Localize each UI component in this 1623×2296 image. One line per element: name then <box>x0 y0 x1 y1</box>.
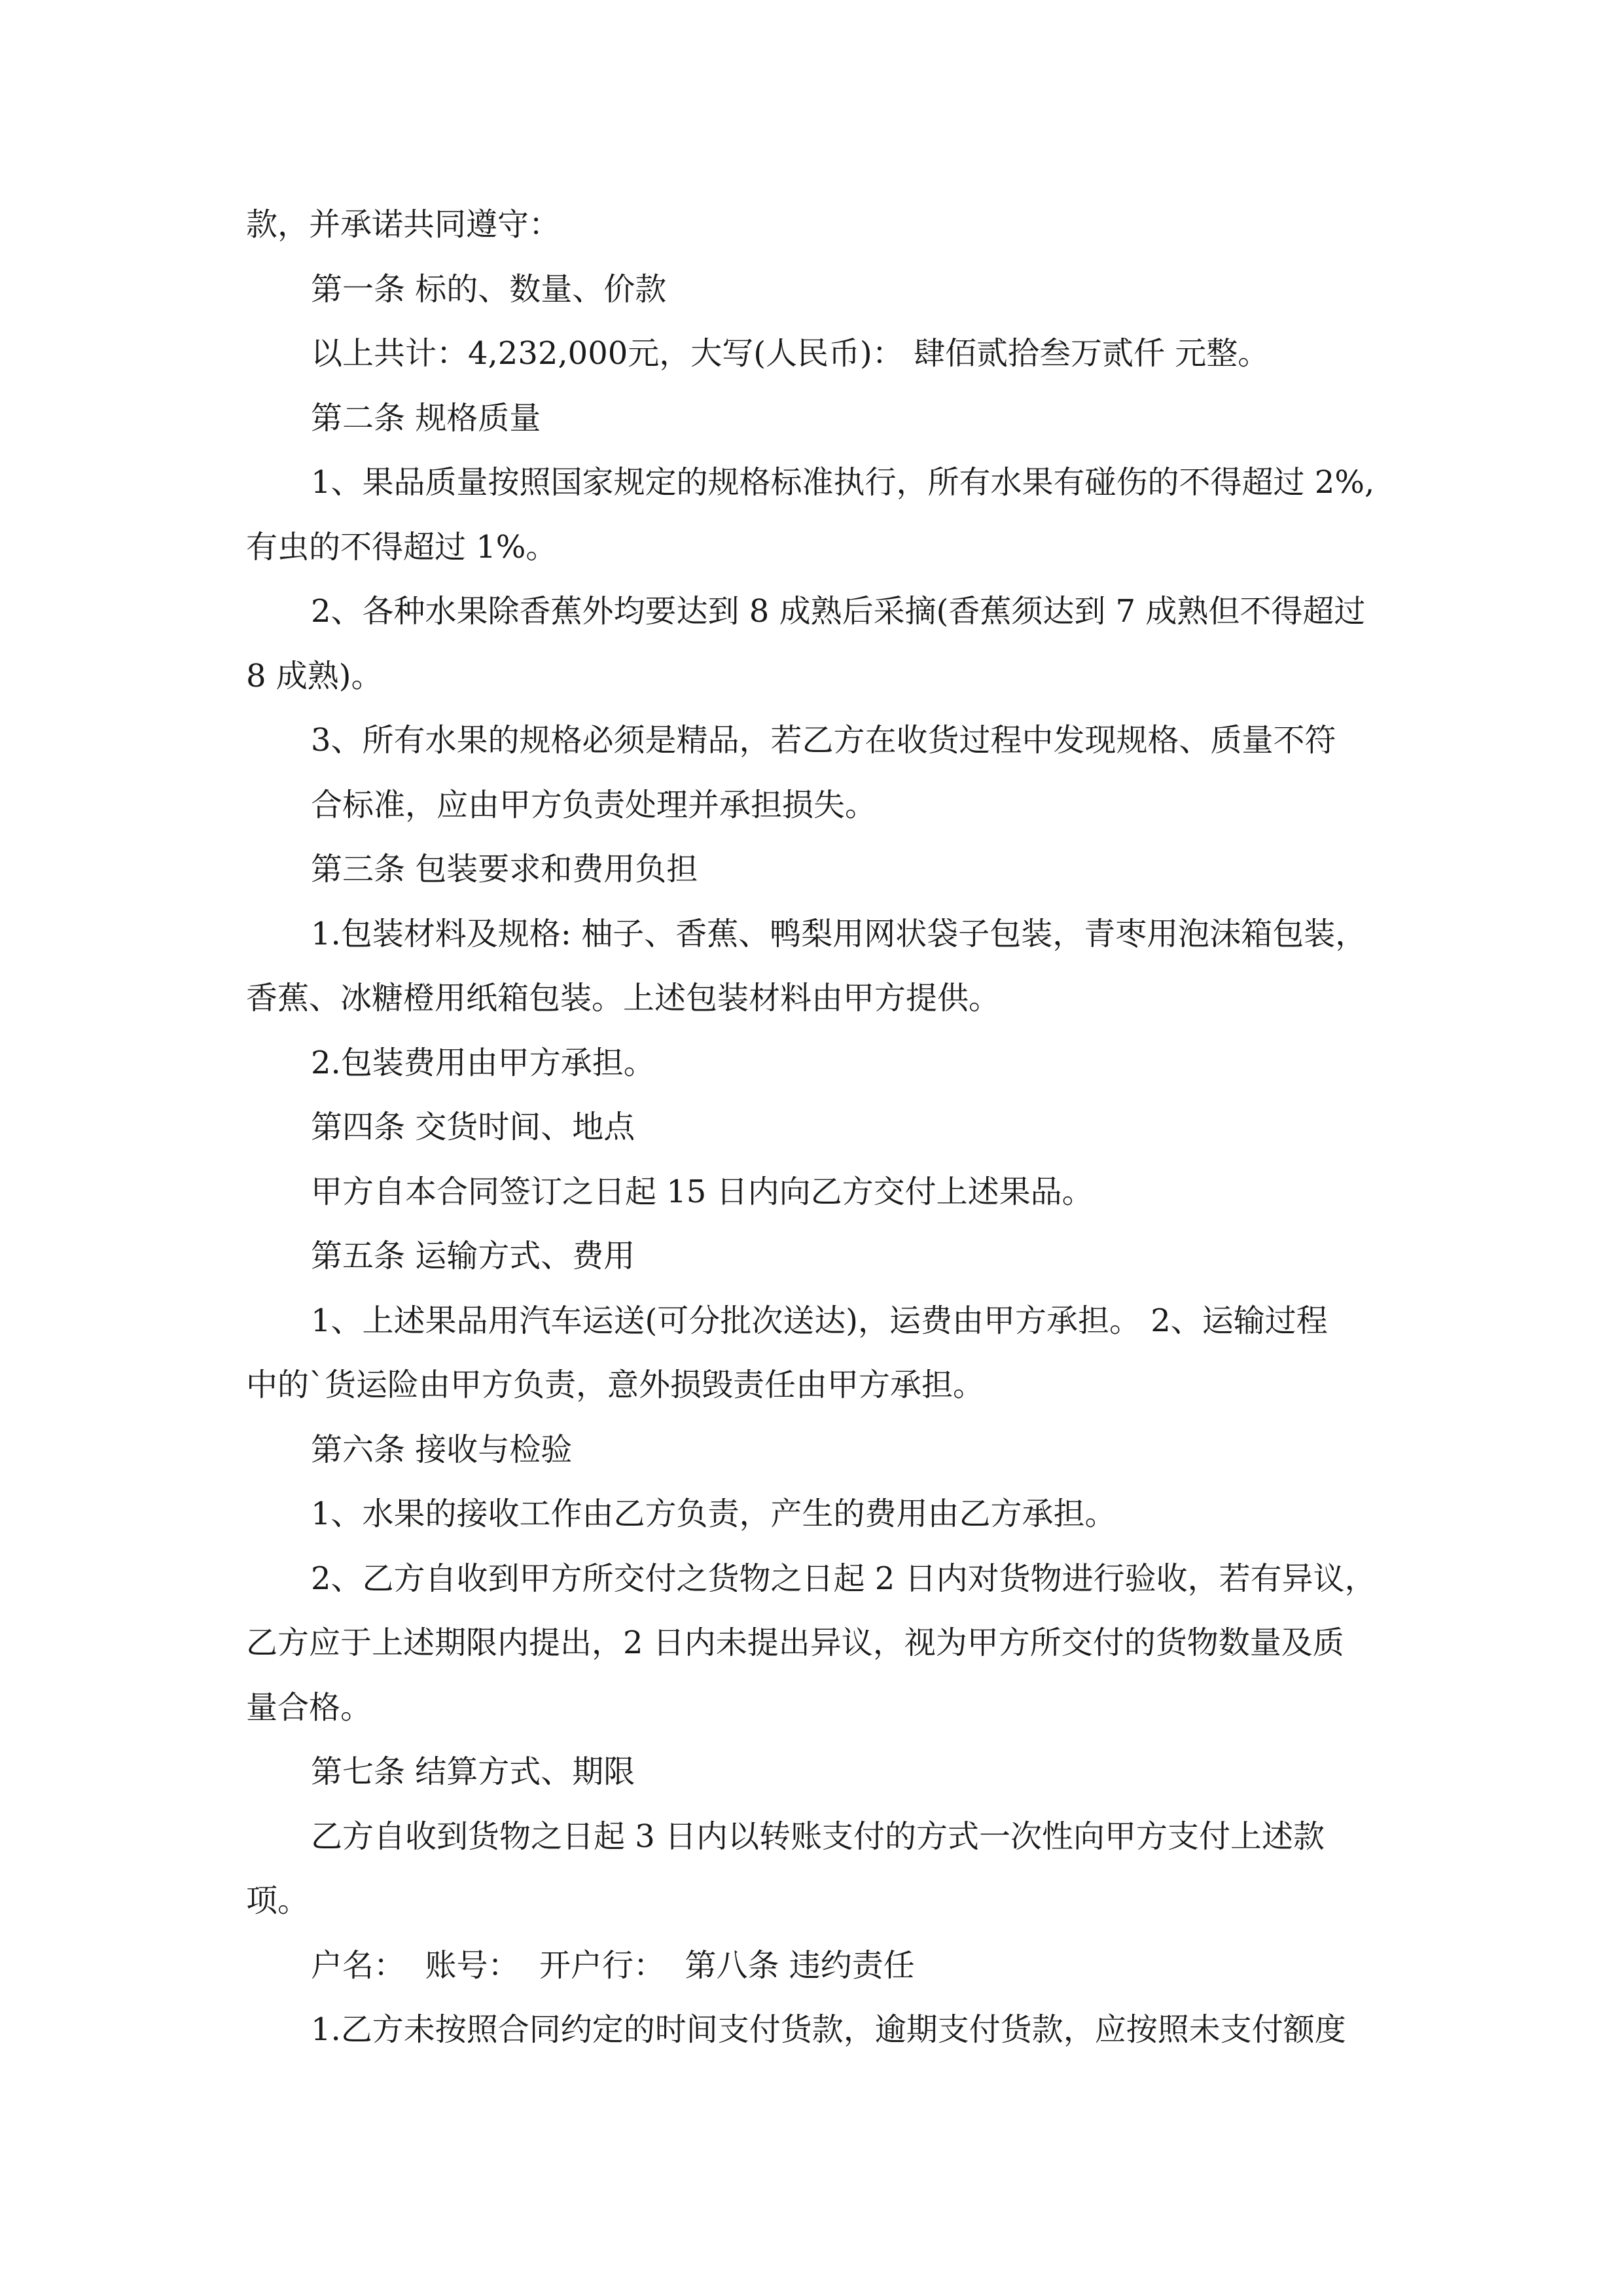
text-line: 乙方应于上述期限内提出，2 日内未提出异议，视为甲方所交付的货物数量及质 <box>246 1624 1344 1661</box>
text-line: 1.包装材料及规格: 柚子、香蕉、鸭梨用网状袋子包装，青枣用泡沫箱包装， <box>311 916 1367 952</box>
article-heading: 第一条 标的、数量、价款 <box>311 271 667 308</box>
text-line: 户名： 账号： 开户行： 第八条 违约责任 <box>311 1947 915 1984</box>
text-line: 8 成熟)。 <box>246 658 383 694</box>
text-line: 项。 <box>246 1882 310 1919</box>
text-line: 3、所有水果的规格必须是精品，若乙方在收货过程中发现规格、质量不符 <box>311 722 1336 759</box>
text-line: 甲方自本合同签订之日起 15 日内向乙方交付上述果品。 <box>311 1174 1094 1210</box>
text-line: 乙方自收到货物之日起 3 日内以转账支付的方式一次性向甲方支付上述款 <box>311 1818 1325 1855</box>
text-line: 1、水果的接收工作由乙方负责，产生的费用由乙方承担。 <box>311 1496 1116 1532</box>
text-line: 合标准，应由甲方负责处理并承担损失。 <box>311 787 877 823</box>
text-line: 有虫的不得超过 1%。 <box>246 529 558 565</box>
text-line: 1、上述果品用汽车运送(可分批次送达)，运费由甲方承担。 2、运输过程 <box>311 1302 1328 1339</box>
article-heading: 第四条 交货时间、地点 <box>311 1109 635 1145</box>
text-line: 1.乙方未按照合同约定的时间支付货款，逾期支付货款，应按照未支付额度 <box>311 2011 1346 2048</box>
article-heading: 第五条 运输方式、费用 <box>311 1238 635 1274</box>
article-heading: 第七条 结算方式、期限 <box>311 1753 635 1790</box>
text-line: 2、各种水果除香蕉外均要达到 8 成熟后采摘(香蕉须达到 7 成熟但不得超过 <box>311 593 1366 630</box>
article-heading: 第二条 规格质量 <box>311 400 541 437</box>
text-line: 2.包装费用由甲方承担。 <box>311 1045 655 1081</box>
text-line: 2、乙方自收到甲方所交付之货物之日起 2 日内对货物进行验收，若有异议， <box>311 1560 1376 1597</box>
text-line: 以上共计：4,232,000元，大写(人民币)： 肆佰贰拾叁万贰仟 元整。 <box>311 335 1270 372</box>
text-line: 中的`货运险由甲方负责，意外损毁责任由甲方承担。 <box>246 1367 985 1403</box>
text-line: 香蕉、冰糖橙用纸箱包装。上述包装材料由甲方提供。 <box>246 980 1001 1016</box>
article-heading: 第六条 接收与检验 <box>311 1431 573 1468</box>
text-line: 1、果品质量按照国家规定的规格标准执行，所有水果有碰伤的不得超过 2%, <box>311 464 1375 501</box>
text-line: 量合格。 <box>246 1689 372 1726</box>
text-line: 款，并承诺共同遵守： <box>246 206 561 243</box>
article-heading: 第三条 包装要求和费用负担 <box>311 851 698 888</box>
